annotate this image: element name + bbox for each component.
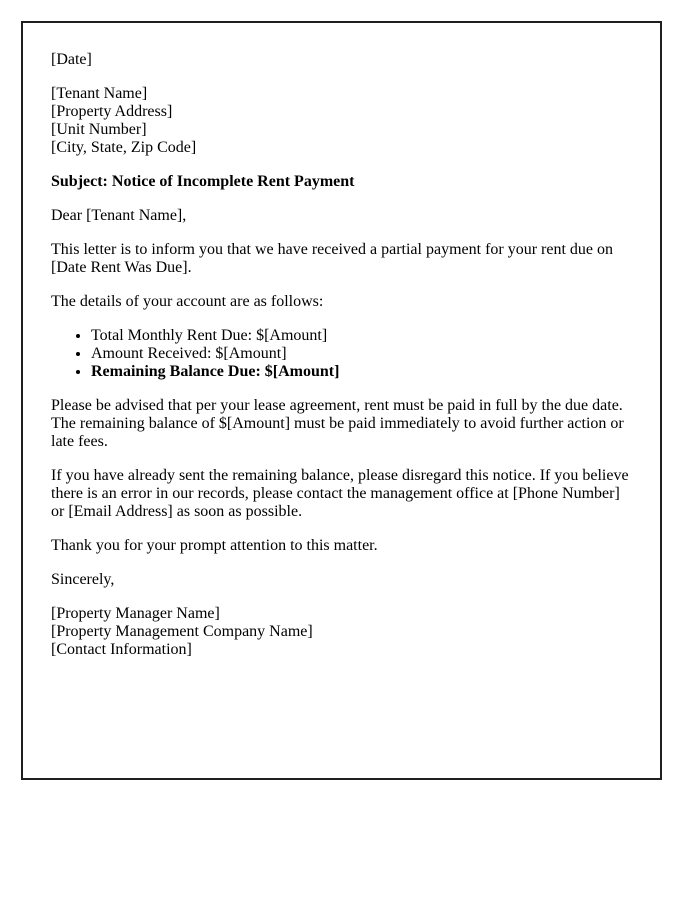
date-line: [Date] — [51, 51, 92, 68]
salutation: Dear [Tenant Name], — [51, 207, 187, 224]
recipient-line-city-state-zip: [City, State, Zip Code] — [51, 139, 197, 156]
signature-line-contact-info: [Contact Information] — [51, 641, 192, 658]
recipient-block — [51, 85, 632, 157]
account-details-list — [51, 327, 632, 381]
recipient-line-property-address: [Property Address] — [51, 103, 173, 120]
bullet-remaining-balance: • Remaining Balance Due: $[Amount] — [91, 363, 632, 381]
letter-page — [21, 21, 662, 780]
paragraph-disregard: If you have already sent the remaining balance, please disregard this notice. If you believe there is an error in our records, please contact the management office at [Phone Number] or [Email Address] as soon as possible. — [51, 467, 629, 520]
bullet-amount-received: • Amount Received: $[Amount] — [91, 345, 632, 363]
bullet-total-monthly-rent: • Total Monthly Rent Due: $[Amount] — [91, 327, 632, 345]
subject-line: Subject: Notice of Incomplete Rent Payment — [51, 173, 355, 190]
paragraph-intro: This letter is to inform you that we have received a partial payment for your rent due on [Date Rent Was Due]. — [51, 241, 614, 276]
paragraph-details-intro: The details of your account are as follows: — [51, 293, 324, 310]
recipient-line-unit-number: [Unit Number] — [51, 121, 147, 138]
paragraph-advisory: Please be advised that per your lease agreement, rent must be paid in full by the due date. The remaining balance of $[Amount] must be paid immediately to avoid further action or late fees. — [51, 397, 624, 450]
recipient-line-tenant-name: [Tenant Name] — [51, 85, 148, 102]
closing: Sincerely, — [51, 571, 115, 588]
signature-block — [51, 605, 632, 659]
signature-line-company-name: [Property Management Company Name] — [51, 623, 313, 640]
paragraph-thanks: Thank you for your prompt attention to this matter. — [51, 537, 378, 554]
signature-line-manager-name: [Property Manager Name] — [51, 605, 220, 622]
